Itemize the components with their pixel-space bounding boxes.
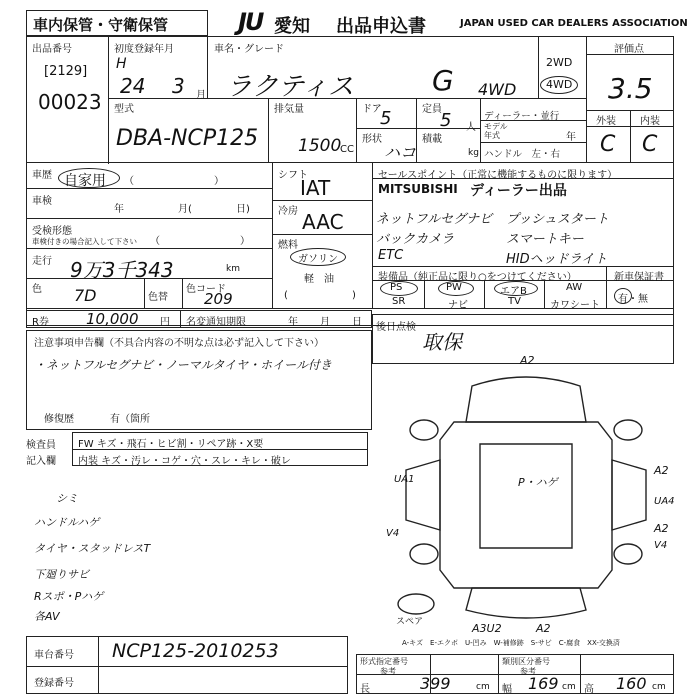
- equip-navi: ナビ: [448, 300, 468, 311]
- displacement-label: 排気量: [274, 104, 304, 115]
- car-name: ラクティス: [226, 72, 354, 102]
- vehicle-class-label: 車歴: [32, 170, 52, 181]
- lot-sub-number: [2129]: [44, 64, 88, 79]
- sales-brand-suffix: ディーラー出品: [470, 183, 567, 199]
- recycle-label: R券: [32, 317, 49, 328]
- ref-label-1: 参考: [380, 667, 396, 676]
- capacity-label: 定員: [422, 104, 442, 115]
- name-change-day: 日: [352, 317, 362, 328]
- width-unit: cm: [562, 682, 576, 692]
- ju-logo: JU: [238, 8, 263, 36]
- color-code-label: 色コード: [186, 284, 226, 295]
- equip-ps: PS: [390, 282, 403, 293]
- height-label: 高: [584, 684, 594, 695]
- sales-item-5: スマートキー: [506, 232, 584, 247]
- registration-year: 24: [120, 74, 146, 98]
- vehicle-class-value: 自家用: [64, 173, 106, 189]
- recycle-unit: 円: [160, 317, 170, 328]
- storage-note: 車内保管・守衛保管: [33, 16, 169, 34]
- chassis-value: NCP125-2010253: [112, 640, 279, 662]
- damage-mark-3: UA1: [394, 474, 415, 485]
- sales-item-6: HIDヘッドライト: [506, 252, 608, 267]
- inspector-row-2: 内装 キズ・汚レ・コゲ・穴・スレ・キレ・破レ: [78, 456, 291, 467]
- drive-option-2wd: 2WD: [546, 56, 573, 69]
- inspection-month: 月(: [178, 204, 192, 215]
- sales-points-label: セールスポイント（正常に機能するものに限ります）: [378, 170, 618, 181]
- inspection-year: 年: [114, 204, 124, 215]
- equip-airbag: エアB: [500, 286, 527, 297]
- repair-label: 修復歴: [44, 414, 74, 425]
- exterior-label: 外装: [596, 116, 616, 127]
- note-2: ハンドルハゲ: [34, 516, 100, 529]
- doors-value: 5: [380, 108, 392, 129]
- inspector-row-1: FW キズ・飛石・ヒビ割・リペア跡・X要: [78, 439, 264, 450]
- fuel-paren: (: [284, 290, 288, 301]
- note-6: 各AV: [34, 610, 60, 623]
- repair-value: 有（箇所: [110, 414, 150, 425]
- score-label: 評価点: [614, 44, 644, 55]
- aircon-value: AAC: [302, 210, 344, 234]
- name-change-label: 名変通知期限: [186, 317, 246, 328]
- equip-tv: TV: [508, 296, 521, 307]
- note-5: Rスポ・Pハゲ: [34, 590, 104, 603]
- registration-era: H: [116, 56, 127, 72]
- fuel-paren-close: ): [352, 290, 356, 301]
- car-damage-diagram: [376, 360, 676, 640]
- shape-value: ハコ: [384, 143, 417, 162]
- model-value: DBA-NCP125: [116, 126, 259, 151]
- model-year-label: モデル年式: [484, 122, 508, 140]
- capacity-value: 5: [440, 110, 452, 131]
- name-change-month: 月: [320, 317, 330, 328]
- exterior-value: C: [600, 132, 616, 157]
- remarks-label: 注意事項申告欄（不具合内容の不明な点は必ず記入して下さい）: [34, 338, 324, 349]
- model-label: 型式: [114, 104, 134, 115]
- load-unit: kg: [468, 148, 479, 158]
- mileage-value: 9万3千343: [70, 258, 174, 282]
- damage-mark-4: V4: [386, 528, 400, 539]
- lot-label: 出品番号: [32, 44, 72, 55]
- mileage-unit: km: [226, 264, 240, 274]
- sales-item-4: プッシュスタート: [506, 212, 609, 227]
- damage-mark-8: P・ハゲ: [518, 476, 558, 489]
- car-grade: G: [432, 64, 454, 97]
- damage-legend: A-キズ E-エクボ U-凹み W-補修跡 S-サビ C-腐食 XX-交換済: [402, 639, 620, 647]
- note-3: タイヤ・スタッドレスT: [34, 542, 151, 555]
- aircon-label: 冷房: [278, 206, 298, 217]
- equip-seat: カワシート: [550, 300, 600, 311]
- shift-label: シフト: [278, 170, 308, 181]
- interior-value: C: [642, 132, 658, 157]
- inspector-label-2: 記入欄: [26, 456, 56, 467]
- model-year-unit: 年: [566, 132, 576, 143]
- registration-month-unit: 月: [196, 90, 206, 101]
- warranty-note: 車検付きの場合記入して下さい: [32, 237, 137, 246]
- drive-option-4wd: 4WD: [546, 78, 573, 91]
- height-unit: cm: [652, 682, 666, 692]
- class-number-label: 類別区分番号: [502, 657, 550, 666]
- form-number-label: 形式指定番号: [360, 657, 408, 666]
- damage-mark-6: UA4: [654, 496, 675, 507]
- equip-sr: SR: [392, 296, 406, 307]
- new-car-warranty-label: 新車保証書: [614, 272, 664, 283]
- damage-mark-5: A2: [654, 522, 669, 535]
- chassis-label: 車台番号: [34, 650, 74, 661]
- after-check-value: 取保: [422, 330, 462, 354]
- plate-label: 登録番号: [34, 678, 74, 689]
- storage-note-box: [26, 10, 208, 36]
- shape-label: 形状: [362, 134, 382, 145]
- mileage-label: 走行: [32, 256, 52, 267]
- displacement-value: 1500: [298, 136, 342, 156]
- damage-mark-9: A3U2: [472, 622, 502, 635]
- recycle-value: 10,000: [86, 310, 139, 328]
- damage-mark-1: A2: [520, 354, 535, 367]
- score-value: 3.5: [608, 72, 653, 105]
- car-drive: 4WD: [478, 80, 517, 99]
- length-unit: cm: [476, 682, 490, 692]
- capacity-unit: 人: [466, 122, 476, 133]
- doors-label: ドア: [362, 104, 382, 115]
- name-change-year: 年: [288, 317, 298, 328]
- load-label: 積載: [422, 134, 442, 145]
- registration-label: 初度登録年月: [114, 44, 174, 55]
- after-check-label: 後日点検: [376, 322, 416, 333]
- color-value: 7D: [74, 286, 97, 305]
- warranty-paren: （ ）: [150, 236, 250, 247]
- inspection-label: 車検: [32, 196, 52, 207]
- note-4: 下廻りサビ: [34, 568, 89, 581]
- dealer-label: ディーラー・並行: [484, 111, 560, 122]
- association-name: JAPAN USED CAR DEALERS ASSOCIATION: [460, 18, 688, 29]
- sales-brand: MITSUBISHI: [378, 182, 458, 196]
- inspection-day: 日): [236, 204, 250, 215]
- car-name-label: 車名・グレード: [214, 44, 284, 55]
- equip-aw: AW: [566, 282, 583, 293]
- color-code-value: 209: [204, 290, 233, 308]
- doc-title: 出品申込書: [336, 16, 426, 37]
- equipment-label: 装備品（純正品に限り○をつけてください）: [378, 272, 577, 283]
- width-value: 169: [528, 674, 559, 693]
- interior-label: 内装: [640, 116, 660, 127]
- warranty-label: 受検形態: [32, 226, 72, 237]
- org-name: 愛知: [274, 16, 310, 37]
- fuel-option: 軽 油: [304, 274, 334, 285]
- sales-item-1: ネットフルセグナビ: [376, 212, 493, 227]
- length-label: 長: [360, 684, 370, 695]
- damage-mark-7: V4: [654, 540, 668, 551]
- steering-label: ハンドル 左・右: [484, 149, 561, 160]
- fuel-label: 燃料: [278, 240, 298, 251]
- sales-item-2: バックカメラ: [376, 232, 455, 247]
- remarks-text: ・ネットフルセグナビ・ノーマルタイヤ・ホイール付き: [34, 358, 332, 372]
- color-change-label: 色替: [148, 292, 168, 303]
- fuel-value: ガソリン: [298, 254, 338, 265]
- damage-mark-2: A2: [654, 464, 669, 477]
- ref-label-2: 参考: [520, 667, 536, 676]
- sales-item-3: ETC: [378, 248, 404, 263]
- spare-label: スペア: [396, 617, 424, 627]
- height-value: 160: [616, 674, 647, 693]
- length-value: 399: [420, 674, 451, 693]
- registration-month: 3: [172, 74, 185, 98]
- color-label: 色: [32, 284, 42, 295]
- inspector-label-1: 検査員: [26, 440, 56, 451]
- lot-number: 00023: [38, 90, 102, 114]
- vehicle-class-paren: （ ）: [124, 176, 224, 187]
- shift-value: IAT: [300, 176, 331, 200]
- note-1: シミ: [56, 492, 78, 505]
- equip-pw: PW: [446, 282, 462, 293]
- displacement-unit: CC: [340, 144, 354, 155]
- new-car-warranty-value: 有・無: [618, 294, 648, 305]
- damage-mark-10: A2: [536, 622, 551, 635]
- width-label: 幅: [502, 684, 512, 695]
